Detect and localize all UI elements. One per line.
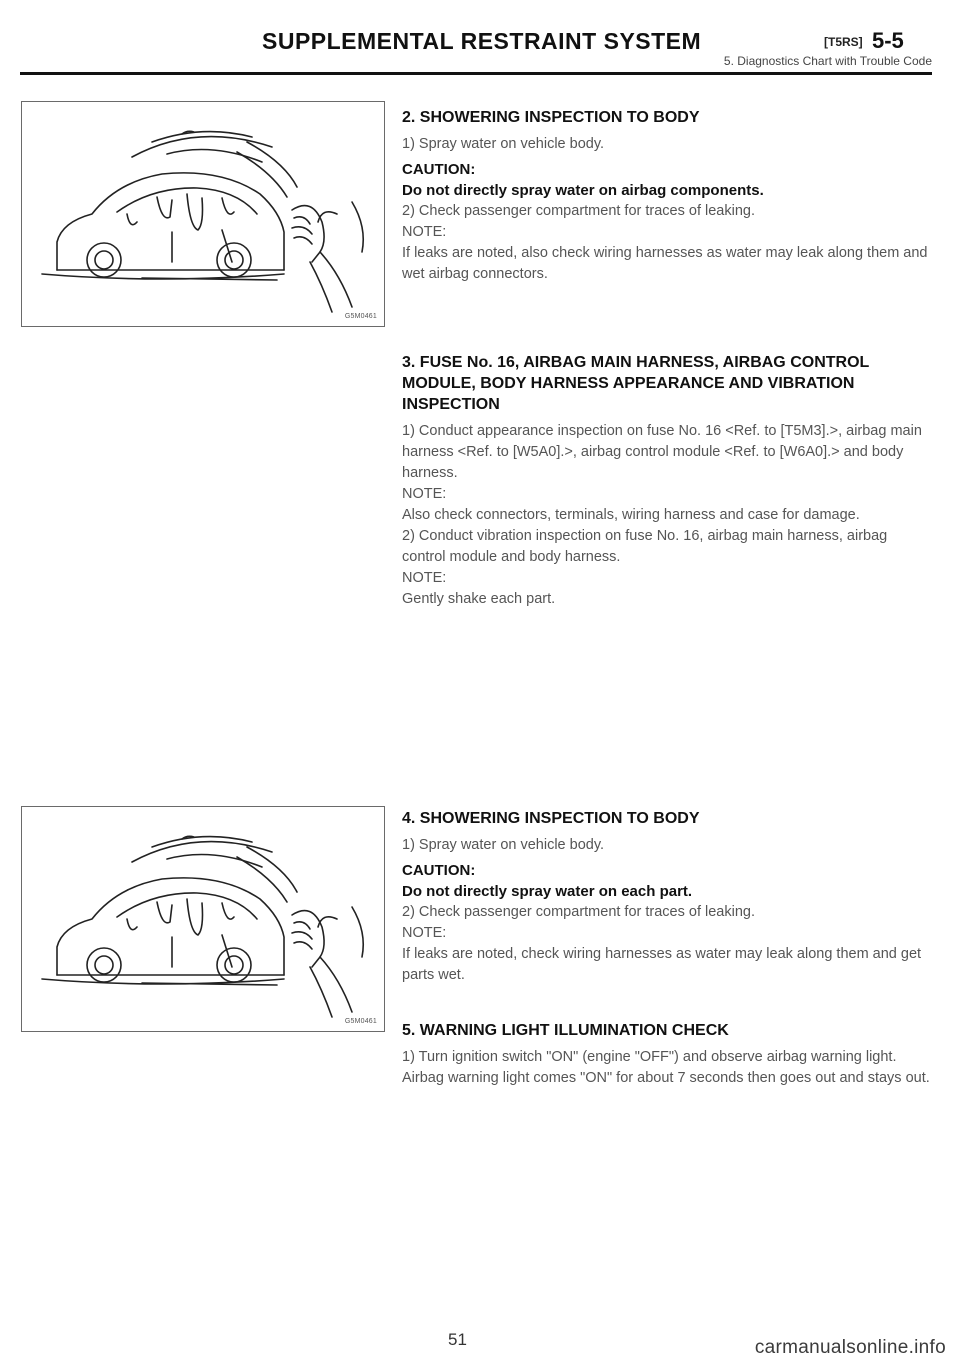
step-text: 1) Spray water on vehicle body.	[402, 136, 605, 152]
figure-showering-2	[21, 806, 385, 1032]
step-text: 1) Turn ignition switch "ON" (engine "OFF") and observe airbag warning light.	[402, 1049, 897, 1065]
caution-label: CAUTION:	[402, 862, 476, 879]
note-label: NOTE:	[402, 224, 447, 240]
note-text: If leaks are noted, check wiring harnesses as water may leak along them and get parts wet.	[402, 946, 922, 983]
step-text: 2) Check passenger compartment for traces of leaking.	[402, 904, 755, 920]
caution-label: CAUTION:	[402, 161, 476, 178]
section-4-showering	[402, 808, 930, 986]
car-spray-illustration-icon	[22, 102, 384, 326]
step-text: 2) Conduct vibration inspection on fuse No. 16, airbag main harness, airbag control module and body harness.	[402, 528, 888, 565]
page-number: 51	[448, 1330, 467, 1349]
caution-text: Do not directly spray water on each part.	[402, 883, 693, 900]
section-5-warning-light	[402, 1020, 930, 1089]
header-section-code: [T5RS]	[824, 35, 863, 49]
note-text: Gently shake each part.	[402, 591, 556, 607]
header-title: SUPPLEMENTAL RESTRAINT SYSTEM	[262, 28, 702, 54]
step-text: 2) Check passenger compartment for traces of leaking.	[402, 203, 755, 219]
header-subtitle: 5. Diagnostics Chart with Trouble Code	[723, 54, 932, 68]
watermark: carmanualsonline.info	[754, 1337, 946, 1358]
step-text: 1) Conduct appearance inspection on fuse No. 16 <Ref. to [T5M3].>, airbag main harness <Ref. to [W5A0].>, airbag control module <Ref. to [W6A0].> and body harness.	[402, 423, 922, 481]
figure-showering-1	[21, 101, 385, 327]
note-text: If leaks are noted, also check wiring harnesses as water may leak along them and wet airbag connectors.	[402, 245, 928, 282]
caution-text: Do not directly spray water on airbag components.	[402, 182, 764, 199]
section-heading: 5. WARNING LIGHT ILLUMINATION CHECK	[402, 1022, 729, 1039]
note-label: NOTE:	[402, 486, 447, 502]
note-label: NOTE:	[402, 570, 447, 586]
section-3-fuse-inspection	[402, 352, 930, 610]
car-spray-illustration-icon	[22, 807, 384, 1031]
note-label: NOTE:	[402, 925, 447, 941]
header-rule	[20, 72, 932, 75]
figure-id-label: G5M0461	[344, 1018, 377, 1025]
note-text: Also check connectors, terminals, wiring harness and case for damage.	[402, 507, 860, 523]
section-heading: 3. FUSE No. 16, AIRBAG MAIN HARNESS, AIRBAG CONTROL MODULE, BODY HARNESS APPEARANCE AND VIBRATION INSPECTION	[402, 354, 869, 413]
step-text: Airbag warning light comes "ON" for about 7 seconds then goes out and stays out.	[402, 1070, 930, 1086]
step-text: 1) Spray water on vehicle body.	[402, 837, 605, 853]
figure-id-label: G5M0461	[344, 313, 377, 320]
page-header	[0, 0, 960, 80]
section-heading: 4. SHOWERING INSPECTION TO BODY	[402, 810, 700, 827]
header-page-ref: 5-5	[872, 28, 904, 53]
section-heading: 2. SHOWERING INSPECTION TO BODY	[402, 109, 700, 126]
section-2-showering	[402, 107, 930, 285]
